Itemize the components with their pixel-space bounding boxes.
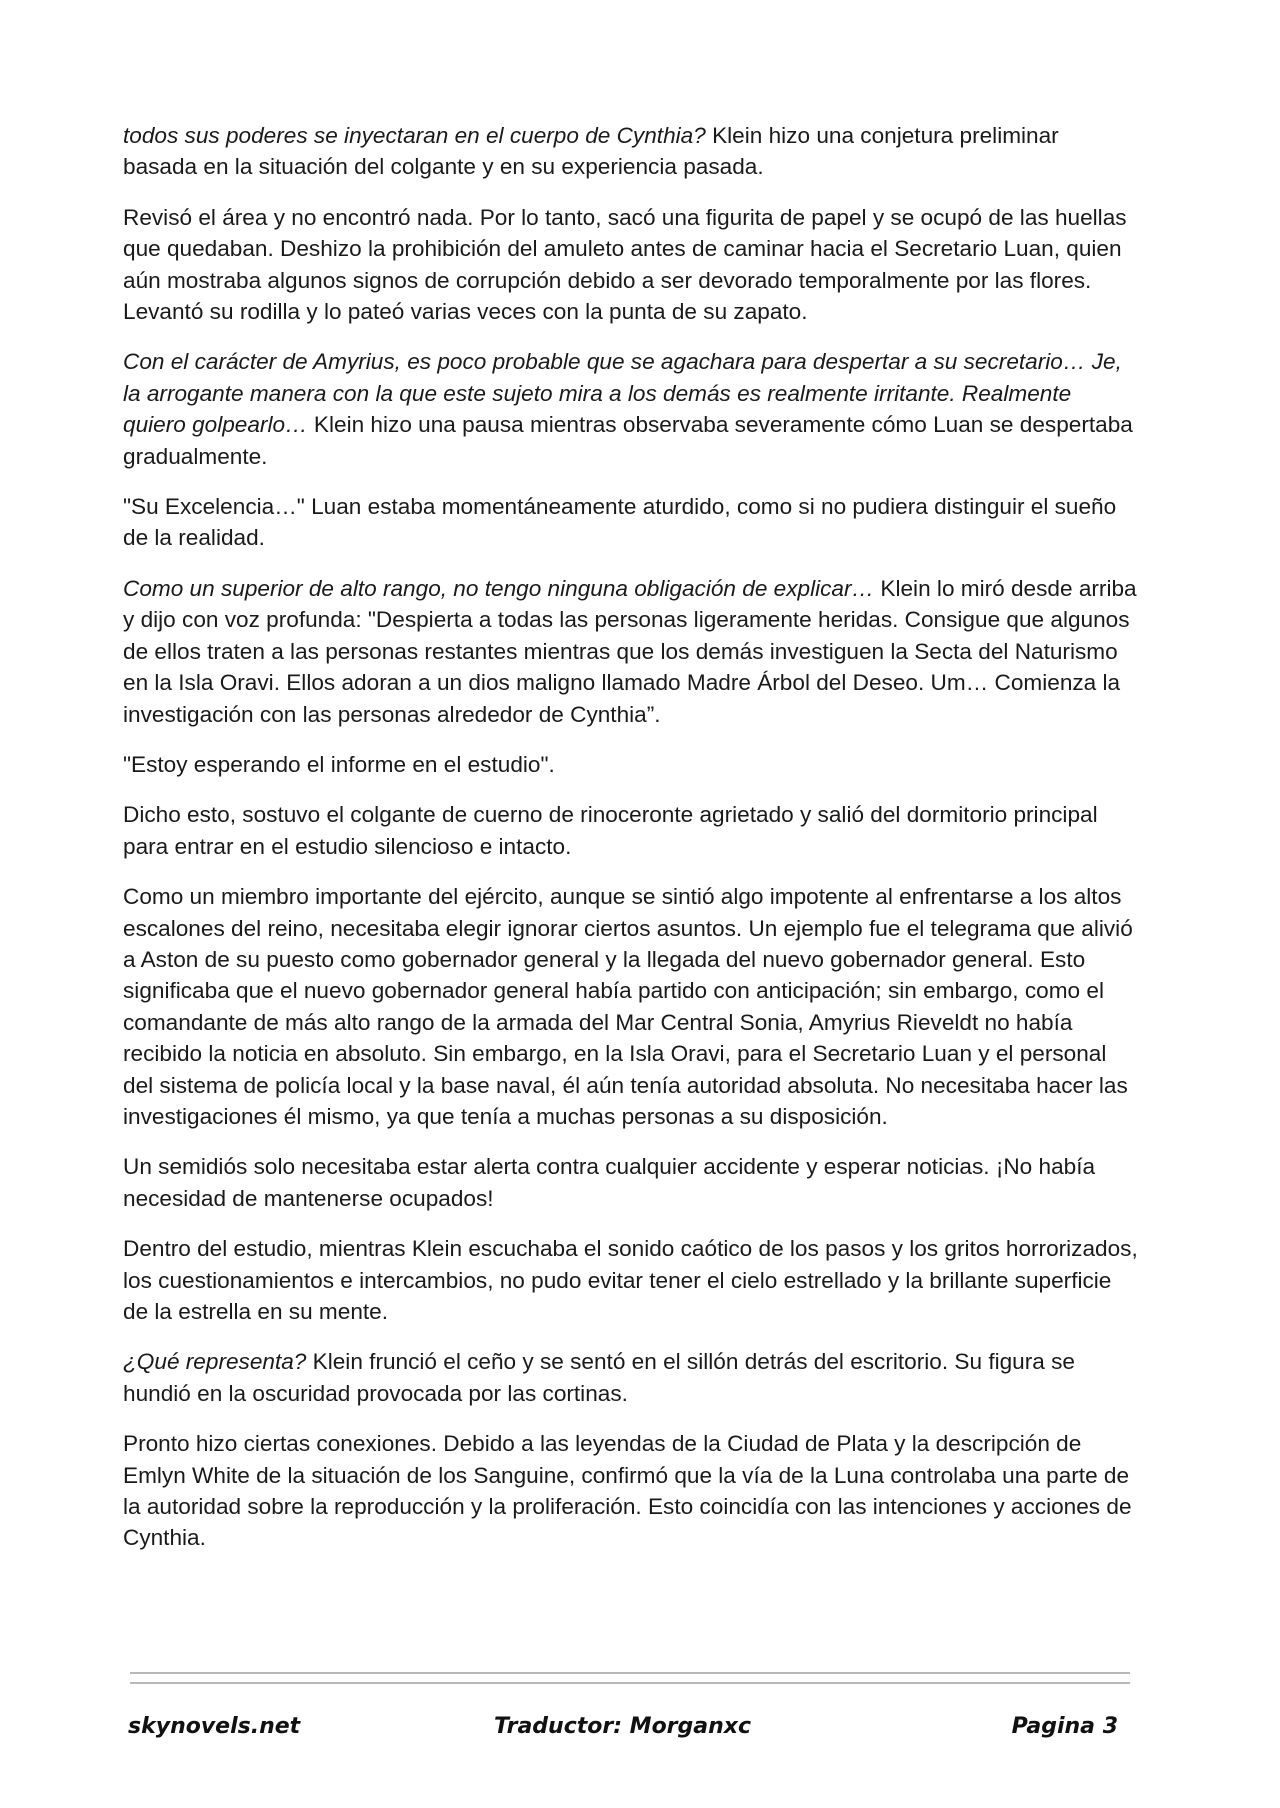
paragraph-1 xyxy=(123,120,1138,183)
footer-divider-top xyxy=(130,1672,1130,1674)
paragraph-3-text: Klein hizo una pausa mientras observaba severamente cómo Luan se despertaba gradualmente. xyxy=(123,412,1133,469)
paragraph-8 xyxy=(123,881,1138,1132)
paragraph-10-text: Dentro del estudio, mientras Klein escuchaba el sonido caótico de los pasos y los gritos horrorizados, los cuestionamientos e intercambios, no pudo evitar tener el cielo estrellado y la brillante superficie de la estrella en su mente. xyxy=(123,1236,1138,1324)
paragraph-2 xyxy=(123,202,1138,328)
paragraph-1-italic: todos sus poderes se inyectaran en el cuerpo de Cynthia? xyxy=(123,123,706,148)
paragraph-3 xyxy=(123,346,1138,472)
paragraph-8-text: Como un miembro importante del ejército, aunque se sintió algo impotente al enfrentarse a los altos escalones del reino, necesitaba elegir ignorar ciertos asuntos. Un ejemplo fue el telegrama que alivió a Aston de su puesto como gobernador general y la llegada del nuevo gobernador general. Esto significaba que el nuevo gobernador general había partido con anticipación; sin embargo, como el comandante de más alto rango de la armada del Mar Central Sonia, Amyrius Rieveldt no había recibido la noticia en absoluto. Sin embargo, en la Isla Oravi, para el Secretario Luan y el personal del sistema de policía local y la base naval, él aún tenía autoridad absoluta. No necesitaba hacer las investigaciones él mismo, ya que tenía a muchas personas a su disposición. xyxy=(123,884,1133,1129)
paragraph-6-text: "Estoy esperando el informe en el estudio". xyxy=(123,751,555,777)
paragraph-6 xyxy=(123,749,1138,780)
footer-translator: Traductor: Morganxc xyxy=(494,1714,752,1739)
paragraph-7 xyxy=(123,799,1138,862)
paragraph-4-text: "Su Excelencia…" Luan estaba momentáneamente aturdido, como si no pudiera distinguir el sueño de la realidad. xyxy=(123,494,1117,551)
paragraph-5-text: Klein lo miró desde arriba y dijo con voz profunda: "Despierta a todas las personas ligeramente heridas. Consigue que algunos de ellos traten a las personas restantes mientras que los demás investiguen la Secta del Naturismo en la Isla Oravi. Ellos adoran a un dios maligno llamado Madre Árbol del Deseo. Um… Comienza la investigación con las personas alrededor de Cynthia”. xyxy=(123,575,1137,727)
page-body xyxy=(123,120,1138,1573)
paragraph-1-text: Klein hizo una conjetura preliminar basada en la situación del colgante y en su experiencia pasada. xyxy=(123,123,1059,180)
footer-page-number: Pagina 3 xyxy=(1011,1714,1118,1739)
paragraph-2-text: Revisó el área y no encontró nada. Por lo tanto, sacó una figurita de papel y se ocupó de las huellas que quedaban. Deshizo la prohibición del amuleto antes de caminar hacia el Secretario Luan, quien aún mostraba algunos signos de corrupción debido a ser devorado temporalmente por las flores. Levantó su rodilla y lo pateó varias veces con la punta de su zapato. xyxy=(123,204,1127,325)
paragraph-9 xyxy=(123,1151,1138,1214)
paragraph-12-text: Pronto hizo ciertas conexiones. Debido a las leyendas de la Ciudad de Plata y la descripción de Emlyn White de la situación de los Sanguine, confirmó que la vía de la Luna controlaba una parte de la autoridad sobre la reproducción y la proliferación. Esto coincidía con las intenciones y acciones de Cynthia. xyxy=(123,1431,1132,1551)
paragraph-11-text: Klein frunció el ceño y se sentó en el sillón detrás del escritorio. Su figura se hundió en la oscuridad provocada por las cortinas. xyxy=(123,1349,1075,1406)
footer-divider-bottom xyxy=(130,1682,1130,1684)
paragraph-7-text: Dicho esto, sostuvo el colgante de cuerno de rinoceronte agrietado y salió del dormitorio principal para entrar en el estudio silencioso e intacto. xyxy=(123,802,1098,859)
paragraph-12 xyxy=(123,1428,1138,1554)
footer-site: skynovels.net xyxy=(128,1714,301,1739)
paragraph-5-italic: Como un superior de alto rango, no tengo ninguna obligación de explicar… xyxy=(123,575,875,601)
paragraph-10 xyxy=(123,1233,1138,1327)
paragraph-3-italic: Con el carácter de Amyrius, es poco probable que se agachara para despertar a su secretario… Je, la arrogante manera con la que este sujeto mira a los demás es realmente irritante. Realmente quiero golpearlo… xyxy=(123,349,1122,438)
paragraph-11 xyxy=(123,1346,1138,1409)
paragraph-9-text: Un semidiós solo necesitaba estar alerta contra cualquier accidente y esperar noticias. ¡No había necesidad de mantenerse ocupados! xyxy=(123,1154,1096,1211)
paragraph-5 xyxy=(123,573,1138,730)
paragraph-4 xyxy=(123,491,1138,554)
paragraph-11-italic: ¿Qué representa? xyxy=(123,1349,307,1375)
